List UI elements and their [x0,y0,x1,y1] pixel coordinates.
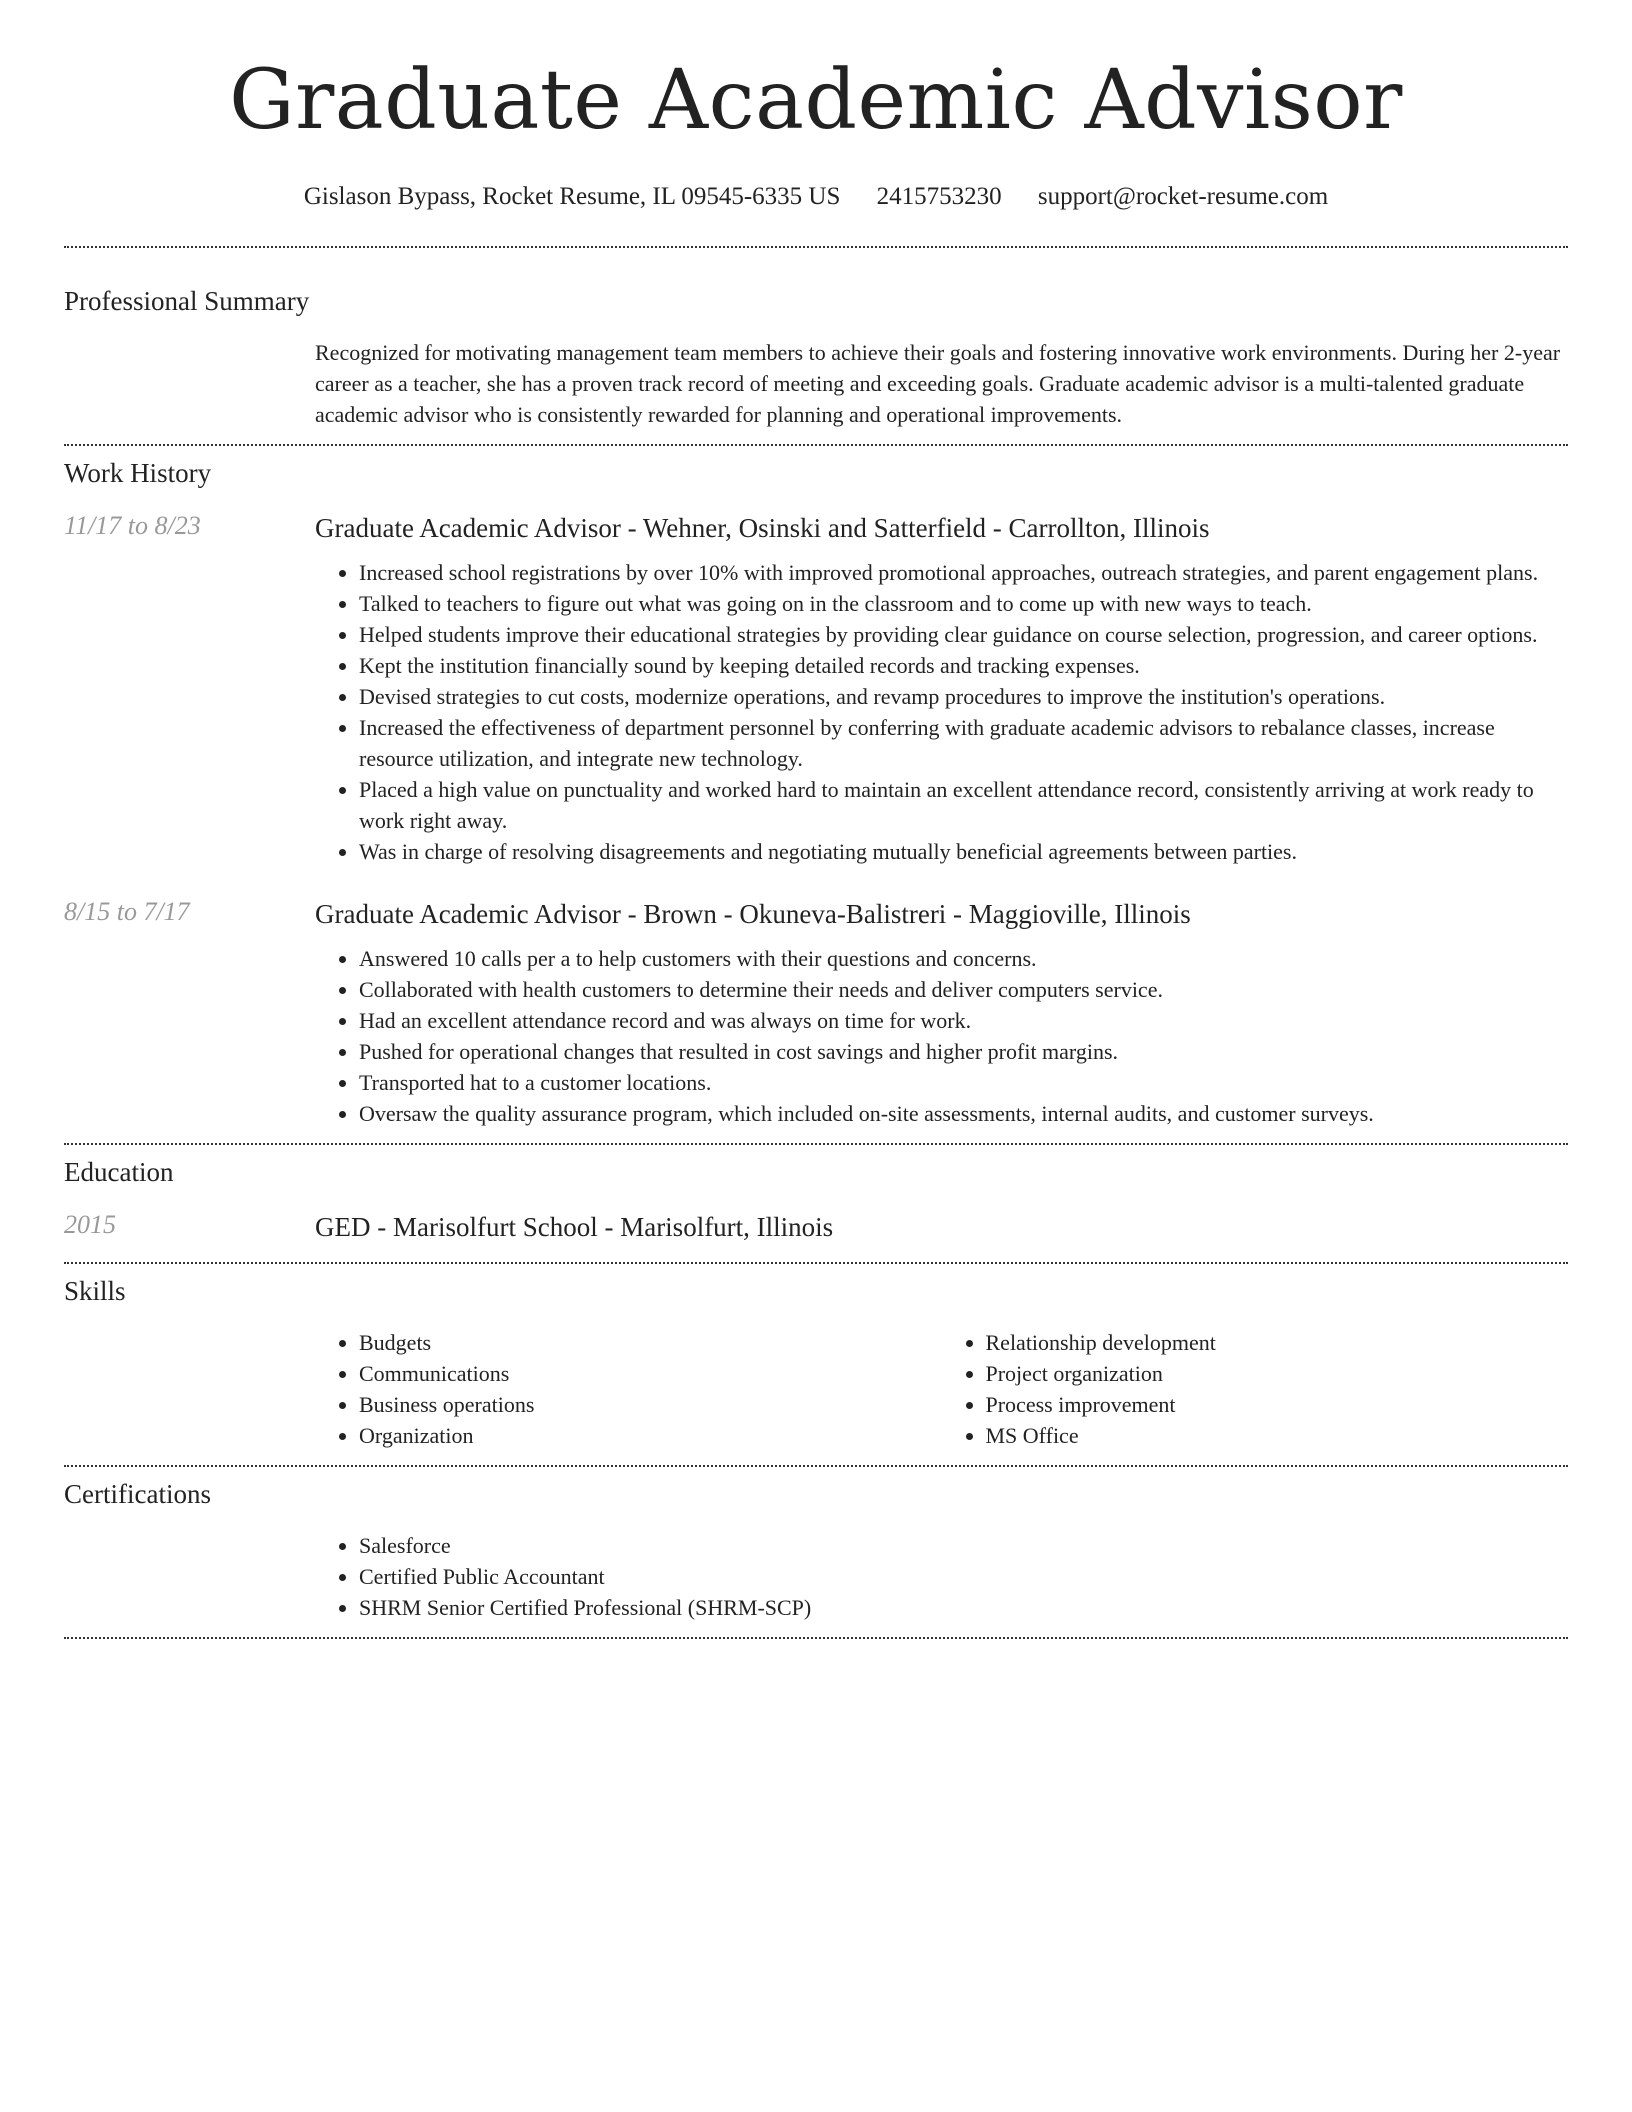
list-item: • Collaborated with health customers to determine their needs and deliver computers service. [359,974,1568,1005]
list-item: • Answered 10 calls per a to help customers with their questions and concerns. [359,943,1568,974]
certifications-list [315,1530,1568,1623]
list-item: • Relationship development [986,1327,1569,1358]
list-item: • Increased the effectiveness of department personnel by conferring with graduate academic advisors to rebalance classes, increase resource utilization, and integrate new technology. [359,712,1568,774]
section-title-certifications: Certifications [64,1479,211,1509]
list-item: • Placed a high value on punctuality and worked hard to maintain an excellent attendance record, consistently arriving at work ready to work right away. [359,774,1568,836]
list-item: • Organization [359,1420,942,1451]
education-entry [64,1210,1568,1244]
contact-email: support@rocket-resume.com [1037,183,1329,210]
divider [64,1262,1568,1264]
list-item: • Helped students improve their educational strategies by providing clear guidance on course selection, progression, and career options. [359,619,1568,650]
list-item: • Business operations [359,1389,942,1420]
job-bullets [315,943,1568,1129]
list-item: • MS Office [986,1420,1569,1451]
contact-line [64,180,1568,214]
section-title-work: Work History [64,458,212,488]
job-bullets [315,557,1568,867]
list-item: • Project organization [986,1358,1569,1389]
divider [64,1465,1568,1467]
list-item: • Kept the institution financially sound by keeping detailed records and tracking expenses. [359,650,1568,681]
candidate-name: Graduate Academic Advisor [229,53,1403,148]
list-item: • Salesforce [359,1530,1568,1561]
contact-phone: 2415753230 [876,183,1002,210]
skills-list [315,1327,1568,1451]
job-dates: 11/17 to 8/23 [64,511,201,540]
list-item: • Budgets [359,1327,942,1358]
list-item: • Transported hat to a customer locations. [359,1067,1568,1098]
list-item: • Certified Public Accountant [359,1561,1568,1592]
divider [64,1637,1568,1639]
list-item: • Communications [359,1358,942,1389]
job-dates: 8/15 to 7/17 [64,897,190,926]
list-item: • Was in charge of resolving disagreements and negotiating mutually beneficial agreements between parties. [359,836,1568,867]
divider [64,444,1568,446]
job-entry [64,897,1568,1129]
list-item: • Increased school registrations by over 10% with improved promotional approaches, outreach strategies, and parent engagement plans. [359,557,1568,588]
list-item: • Pushed for operational changes that resulted in cost savings and higher profit margins. [359,1036,1568,1067]
list-item: • Talked to teachers to figure out what was going on in the classroom and to come up with new ways to teach. [359,588,1568,619]
list-item: • Had an excellent attendance record and was always on time for work. [359,1005,1568,1036]
list-item: • SHRM Senior Certified Professional (SHRM-SCP) [359,1592,1568,1623]
section-title-education: Education [64,1157,174,1187]
list-item: • Devised strategies to cut costs, modernize operations, and revamp procedures to improve the institution's operations. [359,681,1568,712]
contact-address: Gislason Bypass, Rocket Resume, IL 09545-6335 US [303,183,841,210]
section-title-skills: Skills [64,1276,126,1306]
divider [64,246,1568,248]
education-year: 2015 [64,1210,116,1239]
job-title: Graduate Academic Advisor - Brown - Okuneva-Balistreri - Maggioville, Illinois [315,899,1191,929]
divider [64,1143,1568,1145]
education-degree: GED - Marisolfurt School - Marisolfurt, Illinois [315,1212,834,1242]
job-title: Graduate Academic Advisor - Wehner, Osinski and Satterfield - Carrollton, Illinois [315,513,1210,543]
list-item: • Oversaw the quality assurance program, which included on-site assessments, internal audits, and customer surveys. [359,1098,1568,1129]
skills-column-right [942,1327,1569,1451]
skills-column-left [315,1327,942,1451]
job-entry [64,511,1568,867]
section-title-summary: Professional Summary [64,286,310,316]
summary-text: Recognized for motivating management team members to achieve their goals and fostering innovative work environments. During her 2-year career as a teacher, she has a proven track record of meeting and exceeding goals. Graduate academic advisor is a multi-talented graduate academic advisor who is consistently rewarded for planning and operational improvements. [315,340,1561,427]
list-item: • Process improvement [986,1389,1569,1420]
